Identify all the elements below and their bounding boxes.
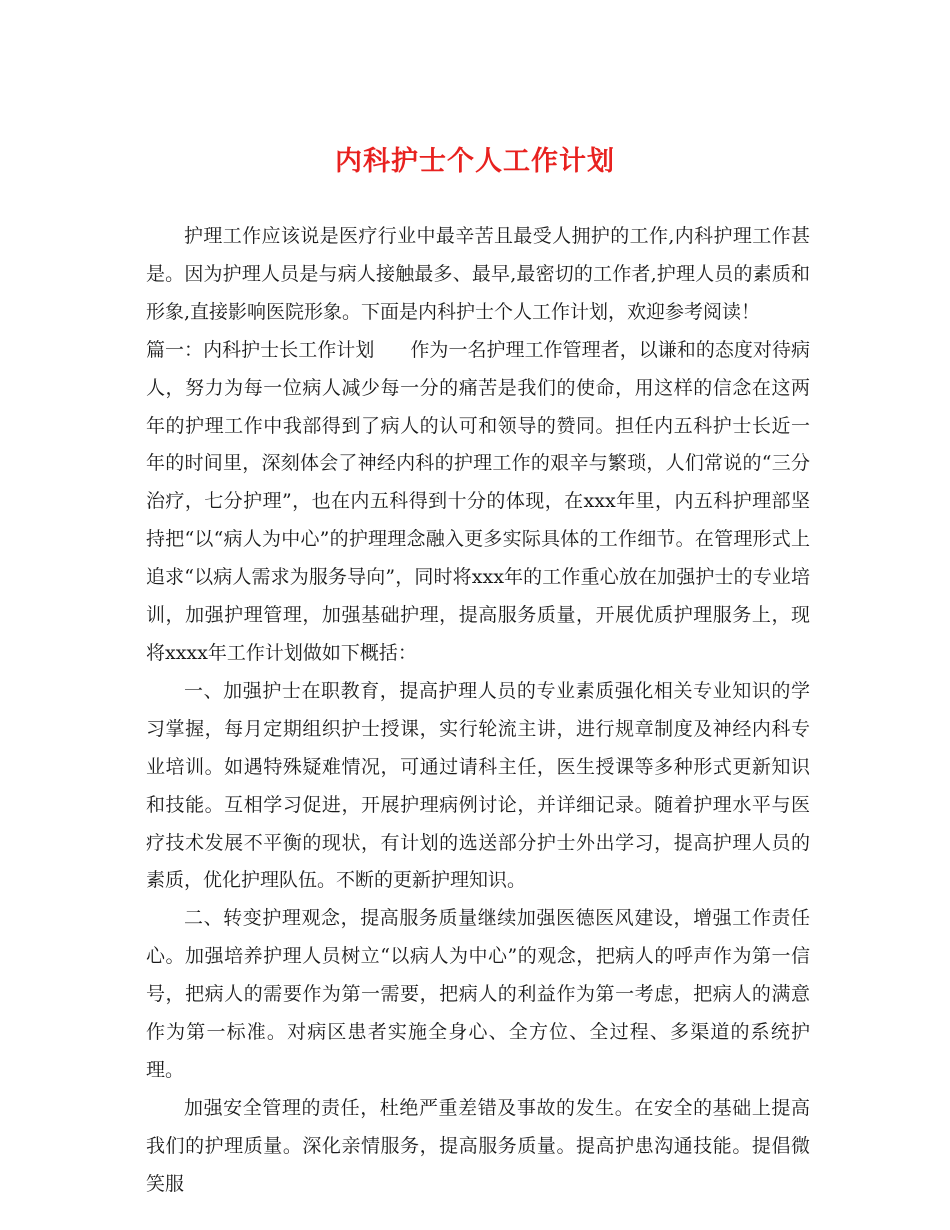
section-body: 作为一名护理工作管理者，以谦和的态度对待病人，努力为每一位病人减少每一分的痛苦是我们的使命，用这样的信念在这两年的护理工作中我部得到了病人的认可和领导的赞同。担任内五科护士长近一年的时间里，深刻体会了神经内科的护理工作的艰辛与繁琐，人们常说的“三分治疗，七分护理”，也在内五科得到十分的体现，在xxx年里，内五科护理部坚持把“以“病人为中心”的护理理念融入更多实际具体的工作细节。在管理形式上追求“以病人需求为服务导向”，同时将xxx年的工作重心放在加强护士的专业培训，加强护理管理，加强基础护理，提高服务质量，开展优质护理服务上，现将xxxx年工作计划做如下概括： <box>146 338 810 664</box>
point-one-paragraph: 一、加强护士在职教育，提高护理人员的专业素质强化相关专业知识的学习掌握，每月定期组织护士授课，实行轮流主讲，进行规章制度及神经内科专业培训。如遇特殊疑难情况，可通过请科主任，医生授课等多种形式更新知识和技能。互相学习促进，开展护理病例讨论，并详细记录。随着护理水平与医疗技术发展不平衡的现状，有计划的选送部分护士外出学习，提高护理人员的素质，优化护理队伍。不断的更新护理知识。 <box>146 679 810 892</box>
section-paragraph <box>146 332 810 673</box>
intro-paragraph: 护理工作应该说是医疗行业中最辛苦且最受人拥护的工作,内科护理工作甚是。因为护理人员是与病人接触最多、最早,最密切的工作者,护理人员的素质和形象,直接影响医院形象。下面是内科护士个人工作计划，欢迎参考阅读！ <box>146 225 810 323</box>
document-title: 内科护士个人工作计划 <box>335 146 615 177</box>
section-heading: 篇一：内科护士长工作计划 <box>146 338 375 361</box>
point-two-paragraph: 二、转变护理观念，提高服务质量继续加强医德医风建设，增强工作责任心。加强培养护理人员树立“以病人为中心”的观念，把病人的呼声作为第一信号，把病人的需要作为第一需要，把病人的利益作为第一考虑，把病人的满意作为第一标准。对病区患者实施全身心、全方位、全过程、多渠道的系统护理。 <box>146 907 810 1081</box>
point-three-paragraph: 加强安全管理的责任，杜绝严重差错及事故的发生。在安全的基础上提高我们的护理质量。深化亲情服务，提高服务质量。提高护患沟通技能。提倡微笑服 <box>146 1096 810 1195</box>
document-body <box>146 218 810 1204</box>
